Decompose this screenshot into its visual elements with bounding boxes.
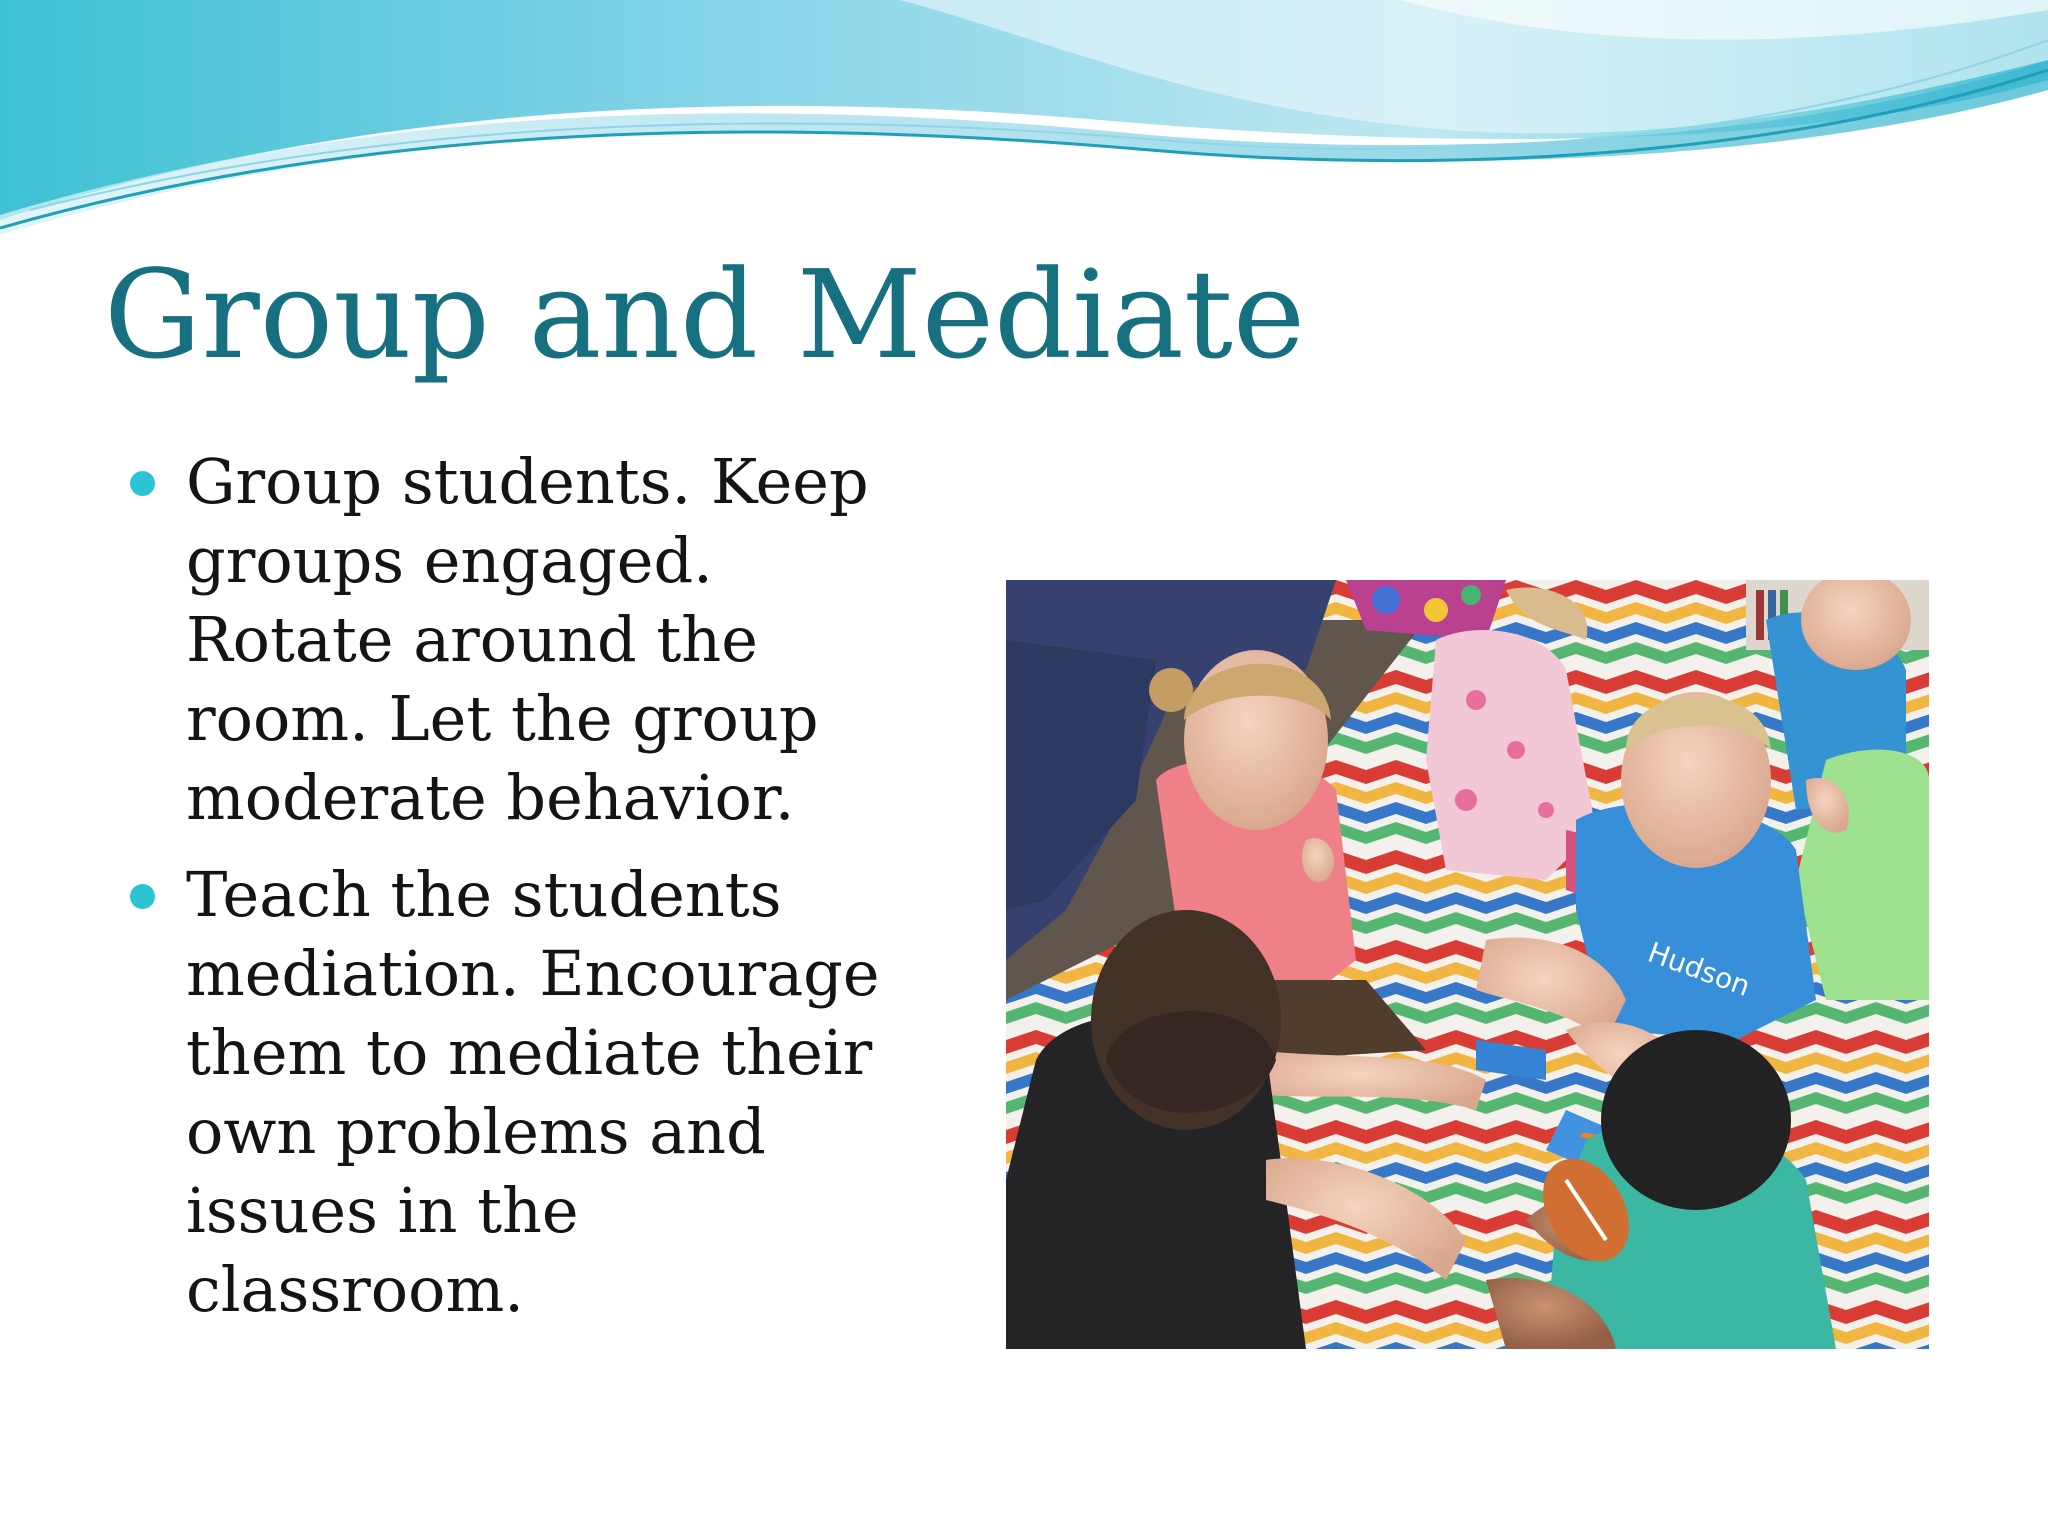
- bullet-dot-icon: [130, 884, 155, 909]
- bullet-item-grouping: [130, 442, 910, 837]
- bullet-list: [130, 442, 910, 1347]
- slide-title: Group and Mediate: [104, 244, 1306, 386]
- children-sitting-in-circle-photo: [1006, 580, 1929, 1349]
- bullet-item-mediation: [130, 855, 910, 1329]
- bullet-text: Teach the students mediation. Encourage them to mediate their own problems and issues in the classroom.: [186, 858, 880, 1326]
- bullet-text: Group students. Keep groups engaged. Rotate around the room. Let the group moderate behavior.: [186, 445, 869, 834]
- shirt-logo-text: Hudson: [1643, 935, 1755, 1003]
- wave-header-decoration: [0, 0, 2048, 240]
- bullet-dot-icon: [130, 471, 155, 496]
